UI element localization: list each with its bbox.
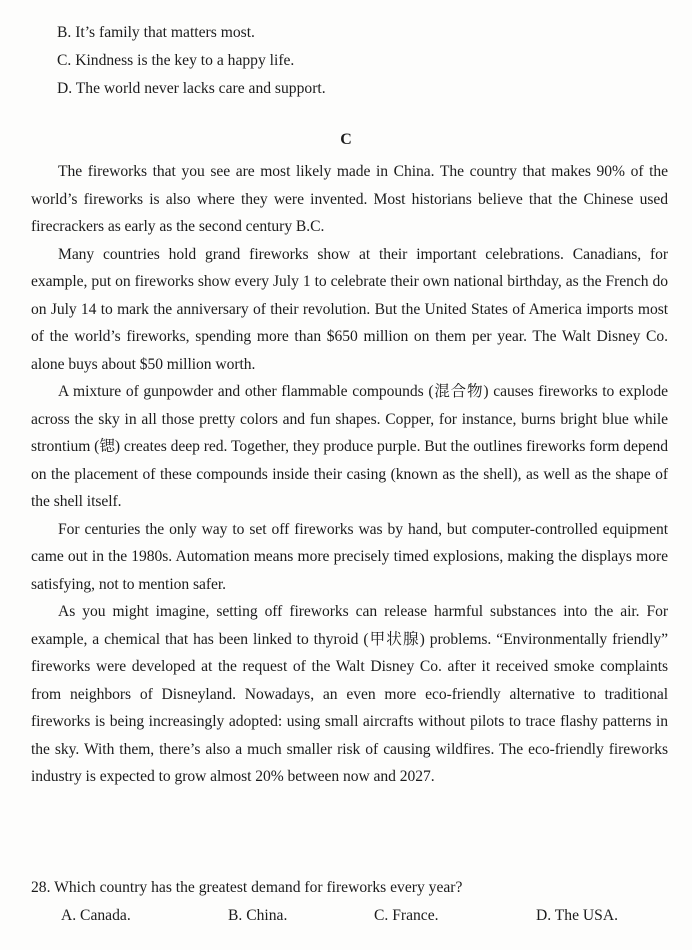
passage-paragraph-1: The fireworks that you see are most likely made in China. The country that makes 90% of the world’s fireworks is also where they were invented. Most historians believe that the Chinese used firecrackers as early as the second century B.C. (31, 163, 668, 235)
answer-option-c: C. France. (374, 907, 439, 924)
passage-paragraph-3: A mixture of gunpowder and other flammable compounds (混合物) causes fireworks to explode across the sky in all those pretty colors and fun shapes. Copper, for instance, burns bright blue while strontium (锶) creates deep red. Together, they produce purple. But the outlines fireworks form depend on the placement of these compounds inside their casing (known as the shell), as well as the shape of the shell itself. (31, 383, 668, 510)
option-c: C. Kindness is the key to a happy life. (57, 52, 295, 69)
option-b: B. It’s family that matters most. (57, 24, 255, 41)
answer-options (31, 902, 671, 930)
section-heading: C (340, 131, 352, 148)
passage-paragraph-5: As you might imagine, setting off fireworks can release harmful substances into the air. For example, a chemical that has been linked to thyroid (甲状腺) problems. “Environmentally friendly” fireworks were developed at the request of the Walt Disney Co. after it received smoke complaints from neighbors of Disneyland. Nowadays, an even more eco-friendly alternative to traditional fireworks is being increasingly adopted: using small aircrafts without pilots to trace flashy patterns in the sky. With them, there’s also a much smaller risk of causing wildfires. The eco-friendly fireworks industry is expected to grow almost 20% between now and 2027. (31, 603, 668, 785)
passage-paragraph-4: For centuries the only way to set off fireworks was by hand, but computer-controlled equipment came out in the 1980s. Automation means more precisely timed explosions, making the displays more satisfying, not to mention safer. (31, 520, 668, 593)
reading-passage (31, 158, 668, 791)
option-d: D. The world never lacks care and support. (57, 80, 326, 97)
question-stem: 28. Which country has the greatest demand for fireworks every year? (31, 879, 463, 896)
passage-paragraph-2: Many countries hold grand fireworks show at their important celebrations. Canadians, for example, put on fireworks show every July 1 to celebrate their own national birthday, as the French do on July 14 to mark the anniversary of their revolution. But the United States of America imports most of the world’s fireworks, spending more than $650 million on them per year. The Walt Disney Co. alone buys about $50 million worth. (31, 245, 668, 373)
answer-option-d: D. The USA. (536, 907, 619, 924)
answer-option-b: B. China. (228, 907, 288, 924)
answer-option-a: A. Canada. (61, 907, 131, 924)
previous-question-options (57, 19, 657, 103)
question-28 (31, 874, 671, 930)
